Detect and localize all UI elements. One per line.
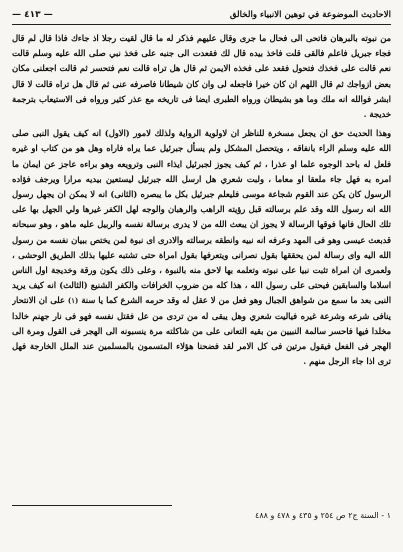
footnote-marker: (١) [67,296,79,306]
paragraph-2 [12,126,391,369]
paragraph-1: من نبوته بالبرهان فاتحى الى فحال ما جرى وقال عليهم فذكر له ما قال لقيت رجلا اذ جاءك فاذا قال لم قال فجاء جبريل فاعلم فالقى قلت فاخذ بيده قال لك فقعدت الى جنبه على فخذ نبي صلى الله عليه وسلم قالت نعم قالت على فخذك فتحول فقعد على فخذه الايمن ثم قال هل تراه قالت نعم فتحسر ثم قالت اجعلنى مكان بعض ازواجك ثم قال اللهم ان كان خيرا فاجعله لى وان كان شيطانا فاصرفه عنى ثم قال هل تراه قالت لا قال ابشر فوالله انه ملك وما هو بشيطان ورواه الطبرى ايضا فى تاريخه مع عذر كثير ورواه فى الاستيعاب بترجمة خديجة . [12,33,391,120]
page-number: — ٤١٣ — [12,10,53,20]
header-rule [12,24,391,25]
page-header [12,8,391,22]
paragraph-2-main: وهذا الحديث حق ان يجعل مسخرة للناظر ان لاولوية الرواية ولذلك لامور (الاول) انه كيف يقول النبى صلى الله عليه وسلم الراء بانفاقه ، ويتحصل المشكل ولم يسأل جبرئيل عما يراه فاراه وهل هو من كتاب او غيره فلعل له باحد الوجوه علما او عذرا ، ثم كيف يجوز لجبرئيل ايذاء النبى وترويعه وهو براءه عاجز عن ايمان ما امره به فهل جاء ملعقا او معاما ، ولبت شعري هل ارسل الله جبرئيل ليستعين بيديه مرارا ويرجف فؤاده الرسول كان يكن عند القوم شجاعة موسى فليعلم جبرئيل بكل ما يبصره (الثانى) انه لا يمكن ان يجهل رسول الله انه رسول الله وقد علم برسالته قبل رؤيته الراهب والرهبان والوجه لهل الكفر غيرها ولي الجهل بها على تلك الحال فانها فوقها الرسالة لا يجوز ان يبعث الله من لا يدرى برسالة نفسه والربيل عليه ماهو ، وهو سبحانه قدبعث عيسى وهو فى المهد وعرفه انه نبيه وانطقه برسالته والادرى اى نبوة لمن يختص ببيان نفسه من رسول الله اليه واى رسالة لمن يحققها بقول نصرانى ويتعرفها بقول امراة حتى تشتبه عليها بذلك الطريق الوحشى ، ولعمرى ان امراة تثبت نبيا على نبوته وتعلمه بها لاحق منه بالنبوة ، وعلى ذلك يكون ورقة وخديجة اول الناس اسلاما والسابقين فيحتى على رسول الله ، هذا كله من ضروب الخرافات والكفر الشنيع (الثالث) انه كيف يريد النبى بعد ما سمع من شواهق الجبال وهو فعل من لا عقل له وقد حرمه الشرع كما يا سنة [12,128,391,306]
body-text [12,31,391,499]
running-title: الاحاديث الموضوعة في توهين الانبياء والخالق [229,10,391,20]
footnote: ١ - السنة ج٢ ص ٢٥٤ و ٤٣٥ و ٤٧٨ و ٤٨٨ [255,511,391,520]
paragraph-2-tail: على ان الانتحار ينافى شرعه وشرعة غيره فياليت شعري وهل يبقى له من تردى من عل فقتل نفسه فهو فى نار جهنم خالدا مخلدا فيها فاحسر سالمة النبيين من بقيه التعانى على من شاكلته مرة ينسبونه الى الهجر فى القول ومرة الى الهجر فى الفعل فيقول مرتين فى كل الامر لقد فضحنا هؤلاء المتسمون بالمسلمين عند الملل الخارجة فهل ترى اذا جاء الرجل منهم . [12,295,391,367]
footnote-rule [12,505,172,506]
